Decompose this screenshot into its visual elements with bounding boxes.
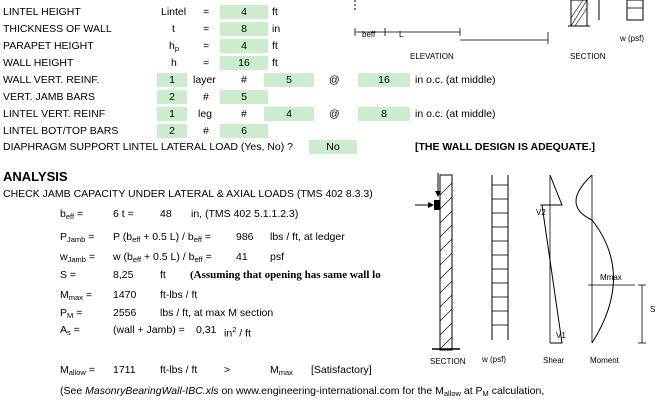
jamb-bars-hash: # xyxy=(203,91,209,103)
vert-reinf-layers-input[interactable]: 1 xyxy=(157,73,187,87)
lintel-bars-label: LINTEL BOT/TOP BARS xyxy=(3,125,119,137)
thickness-symbol: t xyxy=(172,23,175,35)
thickness-label: THICKNESS OF WALL xyxy=(3,23,112,35)
vert-reinf-size-input[interactable]: 5 xyxy=(264,73,314,87)
pjamb-unit: lbs / ft, at ledger xyxy=(270,231,345,243)
lintel-bars-count-input[interactable]: 2 xyxy=(157,124,187,138)
elevation-figure xyxy=(340,0,665,70)
load-diagram-figure xyxy=(410,165,665,355)
lintel-height-eq: = xyxy=(203,6,210,18)
mmax-diagram-label: Mmax xyxy=(600,273,622,282)
reference-file: MasonryBearingWall-IBC.xls xyxy=(85,385,219,397)
lintel-vert-spacing-input[interactable]: 8 xyxy=(358,107,410,121)
pm-unit: lbs / ft, at max M section xyxy=(160,307,274,319)
beff-unit: in, (TMS 402 5.1.1.2.3) xyxy=(191,208,299,220)
mallow-lhs: $M_{allow}$ = xyxy=(60,364,95,377)
thickness-input[interactable]: 8 xyxy=(220,22,268,36)
parapet-label: PARAPET HEIGHT xyxy=(3,40,94,52)
wall-height-input[interactable]: 16 xyxy=(220,56,268,70)
moment-label: Moment xyxy=(590,356,619,365)
vert-reinf-hash: # xyxy=(241,74,247,86)
reference-note: (See MasonryBearingWall-IBC.xls on www.engineering-international.com for the $M_{allow}$ at $P_M$ calculation, xyxy=(60,385,545,398)
diaphragm-label: DIAPHRAGM SUPPORT LINTEL LATERAL LOAD (Yes, No) ? xyxy=(3,141,294,153)
as-unit: $in^2$ / ft xyxy=(224,325,251,340)
mmax-unit: ft-lbs / ft xyxy=(160,289,198,301)
beff-dim-label: beff xyxy=(362,30,376,39)
v1-label: V1 xyxy=(556,331,566,340)
parapet-input[interactable]: 4 xyxy=(220,39,268,53)
l-dim-label: L xyxy=(399,30,404,39)
v2-label: V2 xyxy=(536,208,546,217)
wall-height-symbol: h xyxy=(171,57,177,69)
analysis-check: CHECK JAMB CAPACITY UNDER LATERAL & AXIAL LOADS (TMS 402 8.3.3) xyxy=(3,188,373,200)
as-value: 0,31 xyxy=(196,324,217,336)
mallow-result: [Satisfactory] xyxy=(311,364,372,376)
as-expr: (wall + Jamb) = xyxy=(113,324,185,336)
parapet-eq: = xyxy=(203,40,210,52)
elevation-label: ELEVATION xyxy=(410,52,454,61)
parapet-unit: ft xyxy=(272,40,278,52)
jamb-bars-size-input[interactable]: 5 xyxy=(220,90,268,104)
thickness-eq: = xyxy=(203,23,210,35)
s-note: (Assuming that opening has same wall lo xyxy=(190,269,381,281)
jamb-bars-count-input[interactable]: 2 xyxy=(157,90,187,104)
lintel-vert-hash: # xyxy=(241,108,247,120)
vert-reinf-at: @ xyxy=(329,74,340,86)
pjamb-expr: P ($b_{eff} + 0.5$ $L) / b_{eff}$ = xyxy=(113,231,211,244)
mallow-unit: ft-lbs / ft xyxy=(160,364,198,376)
vert-reinf-kind: layer xyxy=(193,74,216,86)
wjamb-expr: w ($b_{eff} + 0.5$ $L) / b_{eff}$ = xyxy=(113,251,212,264)
wall-height-label: WALL HEIGHT xyxy=(3,57,74,69)
s-lhs: S = xyxy=(60,269,77,281)
pm-value: 2556 xyxy=(113,307,137,319)
mallow-rhs: $M_{max}$ xyxy=(270,364,293,377)
design-verdict: [THE WALL DESIGN IS ADEQUATE.] xyxy=(415,141,596,153)
s-unit: ft xyxy=(160,269,166,281)
mmax-lhs: $M_{max}$ = xyxy=(60,289,92,302)
lintel-vert-note: in o.c. (at middle) xyxy=(415,108,496,120)
lintel-height-label: LINTEL HEIGHT xyxy=(3,6,81,18)
lintel-height-input[interactable]: 4 xyxy=(220,5,268,19)
lintel-vert-label: LINTEL VERT. REINF xyxy=(3,108,106,120)
diaphragm-input[interactable]: No xyxy=(309,140,357,154)
vert-reinf-label: WALL VERT. REINF. xyxy=(3,74,100,86)
wjamb-unit: psf xyxy=(270,251,285,263)
pjamb-value: 986 xyxy=(236,231,254,243)
analysis-heading: ANALYSIS xyxy=(3,169,68,184)
wall-height-eq: = xyxy=(203,57,210,69)
lintel-vert-legs-input[interactable]: 1 xyxy=(157,107,187,121)
mallow-value: 1711 xyxy=(113,364,136,376)
lintel-vert-size-input[interactable]: 4 xyxy=(264,107,314,121)
beff-expr: 6 t = xyxy=(113,208,134,220)
lintel-height-unit: ft xyxy=(272,6,278,18)
wall-height-unit: ft xyxy=(272,57,278,69)
as-lhs: $A_s$ = xyxy=(60,324,80,337)
s-diagram-label: S xyxy=(650,305,656,314)
s-value: 8,25 xyxy=(113,269,134,281)
vert-reinf-note: in o.c. (at middle) xyxy=(415,74,496,86)
pjamb-lhs: $P_{Jamb}$ = xyxy=(60,231,95,244)
shear-label: Shear xyxy=(543,356,565,365)
section-label-bottom: SECTION xyxy=(430,357,466,366)
pm-lhs: $P_M$ = xyxy=(60,307,83,320)
mmax-value: 1470 xyxy=(113,289,137,301)
wjamb-lhs: $w_{Jamb}$ = xyxy=(60,251,95,264)
lintel-bars-hash: # xyxy=(203,125,209,137)
lintel-vert-at: @ xyxy=(329,108,340,120)
wpsf-label-bottom: w (psf) xyxy=(482,355,506,364)
section-label-top: SECTION xyxy=(570,52,606,61)
beff-lhs: $b_{eff}$ = xyxy=(60,208,84,221)
beff-value: 48 xyxy=(160,208,172,220)
mallow-compare: > xyxy=(224,364,231,376)
wpsf-label-top: w (psf) xyxy=(620,34,644,43)
lintel-vert-kind: leg xyxy=(198,108,213,120)
lintel-height-symbol: Lintel xyxy=(161,6,187,18)
vert-reinf-spacing-input[interactable]: 16 xyxy=(358,73,410,87)
wjamb-value: 41 xyxy=(236,251,248,263)
lintel-bars-size-input[interactable]: 6 xyxy=(220,124,268,138)
jamb-bars-label: VERT. JAMB BARS xyxy=(3,91,95,103)
thickness-unit: in xyxy=(272,23,281,35)
parapet-symbol: $h_p$ xyxy=(169,40,180,53)
